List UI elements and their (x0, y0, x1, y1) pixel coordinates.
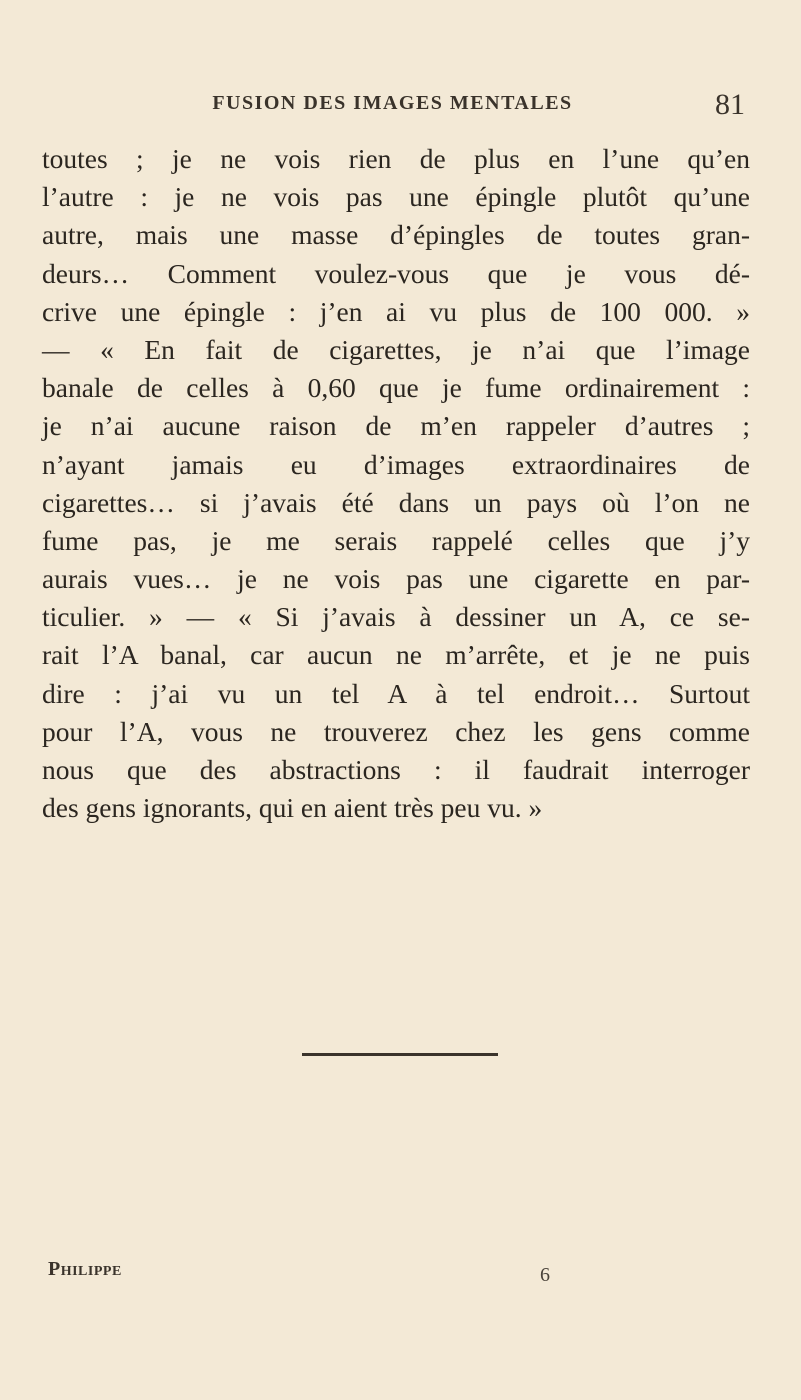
page-number: 81 (715, 88, 745, 121)
signature-mark: Philippe (48, 1258, 122, 1280)
text-line: deurs… Comment voulez-vous que je vous dé- (42, 257, 750, 289)
text-line: n’ayant jamais eu d’images extraordinaires de (42, 448, 750, 480)
section-divider (302, 1053, 498, 1056)
text-line: pour l’A, vous ne trouverez chez les gens comme (42, 715, 750, 747)
text-line: aurais vues… je ne vois pas une cigarette en par- (42, 563, 750, 595)
text-line: cigarettes… si j’avais été dans un pays où l’on ne (42, 486, 750, 518)
running-title: FUSION DES IMAGES MENTALES (212, 92, 573, 114)
text-line: fume pas, je me serais rappelé celles que j’y (42, 524, 750, 556)
running-head (40, 88, 745, 128)
text-line: rait l’A banal, car aucun ne m’arrête, et je ne puis (42, 639, 750, 671)
text-line: l’autre : je ne vois pas une épingle plutôt qu’une (42, 181, 750, 213)
text-line: crive une épingle : j’en ai vu plus de 100 000. » (42, 295, 750, 327)
text-line: des gens ignorants, qui en aient très peu vu. » (42, 792, 543, 824)
text-line: banale de celles à 0,60 que je fume ordinairement : (42, 372, 750, 404)
signature-number: 6 (540, 1264, 550, 1286)
text-line: dire : j’ai vu un tel A à tel endroit… Surtout (42, 677, 750, 709)
text-line: ticulier. » — « Si j’avais à dessiner un A, ce se- (42, 601, 750, 633)
body-text (42, 140, 750, 827)
text-line: — « En fait de cigarettes, je n’ai que l’image (42, 333, 750, 365)
text-line: nous que des abstractions : il faudrait interroger (42, 754, 750, 785)
text-line: je n’ai aucune raison de m’en rappeler d’autres ; (42, 410, 750, 442)
text-line: autre, mais une masse d’épingles de toutes gran- (42, 219, 750, 251)
text-line: toutes ; je ne vois rien de plus en l’une qu’en (42, 143, 750, 174)
footer (48, 1258, 718, 1298)
